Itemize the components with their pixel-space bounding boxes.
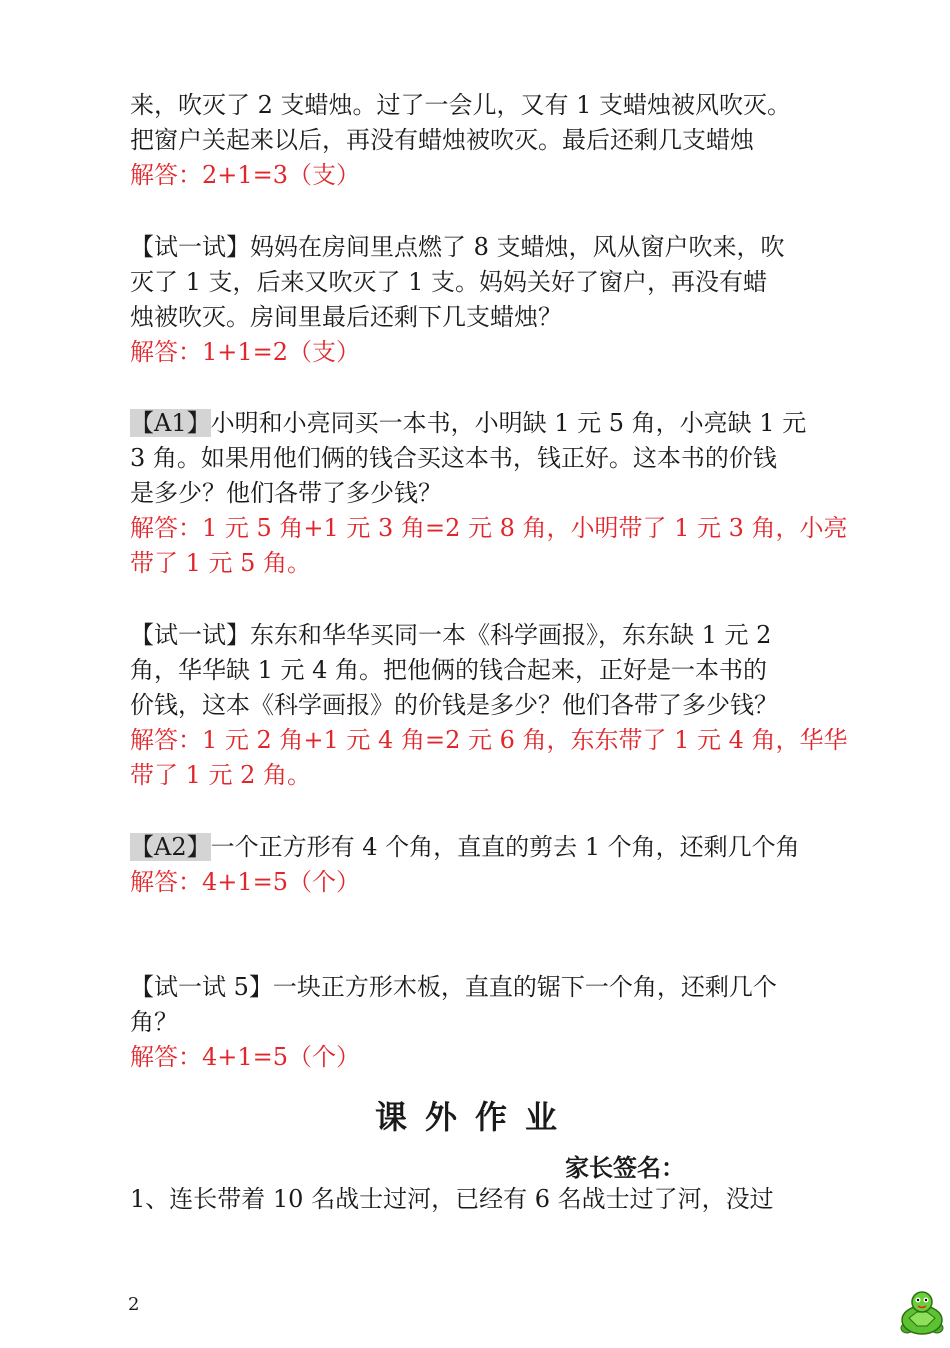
text-line <box>130 441 830 475</box>
line-text: 带了 1 元 2 角。 <box>130 761 312 789</box>
problem-tag: 【试一试】 <box>130 621 250 649</box>
line-text: 带了 1 元 5 角。 <box>130 549 312 577</box>
text-line <box>130 230 830 264</box>
text-line <box>130 476 830 510</box>
problem-tag: 【A1】 <box>130 409 211 437</box>
text-line <box>130 1182 830 1216</box>
line-text: 把窗户关起来以后，再没有蜡烛被吹灭。最后还剩几支蜡烛 <box>130 126 754 154</box>
text-line <box>130 653 830 687</box>
homework-title: 课外作业 <box>374 1098 575 1136</box>
line-text: 价钱，这本《科学画报》的价钱是多少？他们各带了多少钱？ <box>130 691 778 719</box>
line-text: 来，吹灭了 2 支蜡烛。过了一会儿，又有 1 支蜡烛被风吹灭。 <box>130 91 792 119</box>
text-line <box>130 406 830 440</box>
text-line <box>130 1005 830 1039</box>
answer-line <box>130 158 830 192</box>
problem-tag: 【试一试 5】 <box>130 973 273 1001</box>
turtle-icon <box>895 1288 949 1338</box>
line-text: 解答：1 元 2 角+1 元 4 角=2 元 6 角，东东带了 1 元 4 角，华华 <box>130 726 848 754</box>
text-line <box>130 88 830 122</box>
problem-tag: 【A2】 <box>130 833 211 861</box>
line-text: 一块正方形木板，直直的锯下一个角，还剩几个 <box>272 973 777 1001</box>
line-text: 灭了 1 支，后来又吹灭了 1 支。妈妈关好了窗户，再没有蜡 <box>130 268 768 296</box>
answer-line <box>130 1040 830 1074</box>
page-number: 2 <box>128 1294 140 1315</box>
line-text: 妈妈在房间里点燃了 8 支蜡烛，风从窗户吹来，吹 <box>250 233 785 261</box>
text-line <box>130 618 830 652</box>
answer-line <box>130 758 830 792</box>
line-text: 小明和小亮同买一本书，小明缺 1 元 5 角，小亮缺 1 元 <box>210 409 807 437</box>
line-text: 解答：1 元 5 角+1 元 3 角=2 元 8 角，小明带了 1 元 3 角，小亮 <box>130 514 848 542</box>
line-text: 东东和华华买同一本《科学画报》，东东缺 1 元 2 <box>250 621 772 649</box>
answer-line <box>130 865 830 899</box>
text-line <box>130 123 830 157</box>
answer-line <box>130 546 830 580</box>
line-text: 解答：4+1=5（个） <box>130 868 361 896</box>
answer-line <box>130 511 848 545</box>
line-text: 角？ <box>130 1008 178 1036</box>
line-text: 角，华华缺 1 元 4 角。把他俩的钱合起来，正好是一本书的 <box>130 656 768 684</box>
line-text: 解答：1+1=2（支） <box>130 338 361 366</box>
text-line <box>130 688 830 722</box>
parent-signature-label: 家长签名： <box>565 1154 685 1182</box>
text-line <box>130 970 830 1004</box>
text-line <box>130 830 830 864</box>
line-text: 烛被吹灭。房间里最后还剩下几支蜡烛？ <box>130 303 562 331</box>
line-text: 是多少？他们各带了多少钱？ <box>130 479 442 507</box>
line-text: 1、连长带着 10 名战士过河，已经有 6 名战士过了河，没过 <box>130 1185 774 1213</box>
text-line <box>130 265 830 299</box>
line-text: 解答：2+1=3（支） <box>130 161 361 189</box>
line-text: 解答：4+1=5（个） <box>130 1043 361 1071</box>
answer-line <box>130 335 830 369</box>
answer-line <box>130 723 848 757</box>
line-text: 一个正方形有 4 个角，直直的剪去 1 个角，还剩几个角 <box>210 833 800 861</box>
line-text: 3 角。如果用他们俩的钱合买这本书，钱正好。这本书的价钱 <box>130 444 777 472</box>
text-line <box>130 300 830 334</box>
problem-tag: 【试一试】 <box>130 233 250 261</box>
